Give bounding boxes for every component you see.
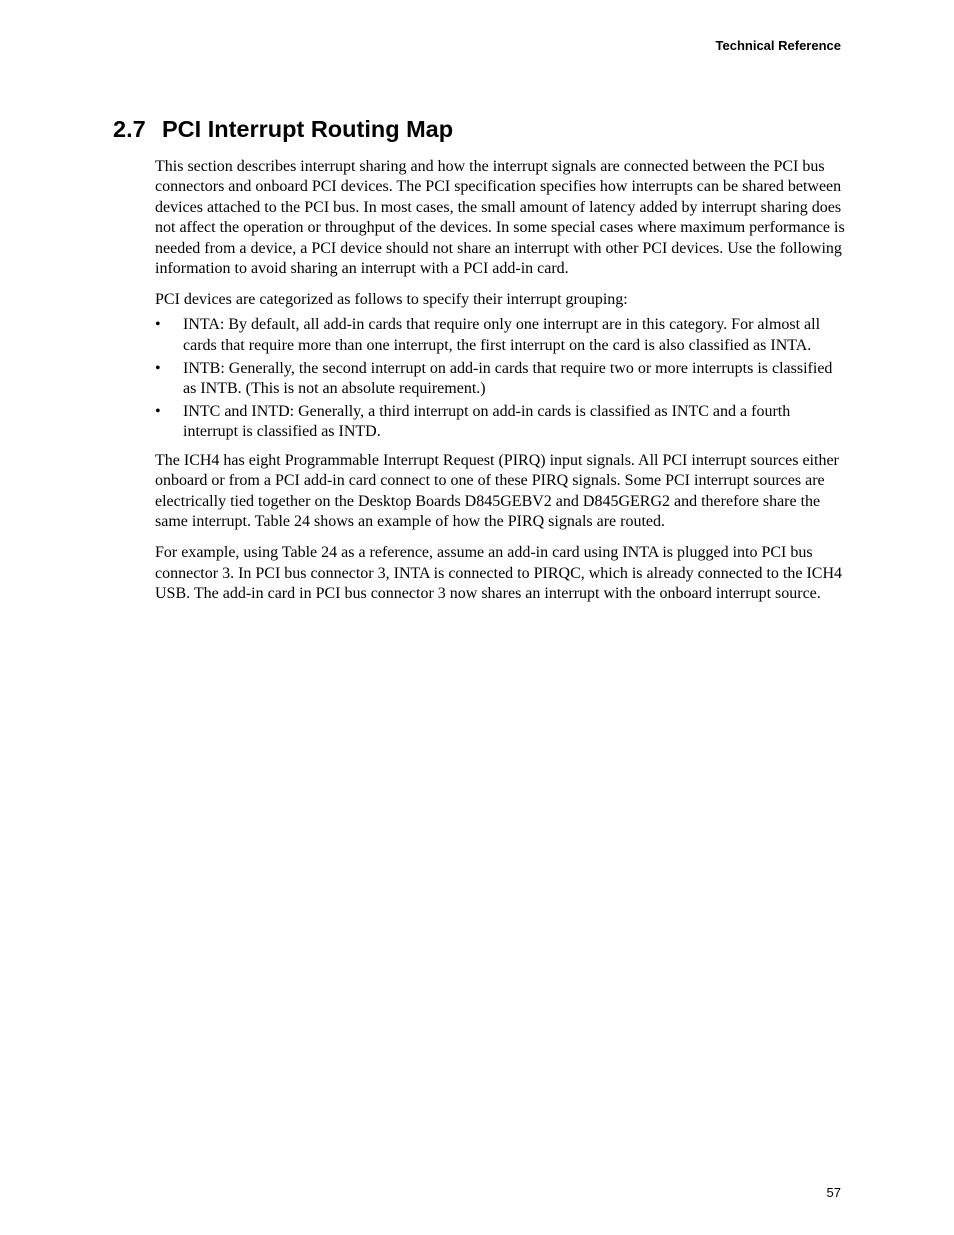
bullet-icon: • <box>155 359 161 377</box>
section-title: PCI Interrupt Routing Map <box>162 116 454 142</box>
running-header: Technical Reference <box>715 38 841 53</box>
section-heading <box>113 114 453 144</box>
categories-intro-paragraph: PCI devices are categorized as follows to specify their interrupt grouping: <box>155 291 628 309</box>
list-item-intc-intd <box>155 402 845 443</box>
list-item-text: INTC and INTD: Generally, a third interrupt on add-in cards is classified as INTC and a fourth interrupt is classified as INTD. <box>183 403 791 441</box>
list-item-text: INTB: Generally, the second interrupt on add-in cards that require two or more interrupts is classified as INTB. (This is not an absolute requirement.) <box>183 359 833 398</box>
interrupt-category-list <box>155 315 845 442</box>
bullet-icon: • <box>155 316 161 334</box>
pirq-paragraph: The ICH4 has eight Programmable Interrupt Request (PIRQ) input signals. All PCI interrupt sources either onboard or from a PCI add-in card connect to one of these PIRQ signals. Some PCI interrupt sources are electrically tied together on the Desktop Boards D845GEBV2 and D845GERG2 and therefore share the same interrupt. Table 24 shows an example of how the PIRQ signals are routed. <box>155 451 839 531</box>
example-paragraph: For example, using Table 24 as a reference, assume an add-in card using INTA is plugged into PCI bus connector 3. In PCI bus connector 3, INTA is connected to PIRQC, which is already connected to the ICH4 USB. The add-in card in PCI bus connector 3 now shares an interrupt with the onboard interrupt source. <box>155 544 842 602</box>
list-item-inta <box>155 315 845 356</box>
section-number: 2.7 <box>113 116 146 142</box>
bullet-icon: • <box>155 403 161 421</box>
list-item-text: INTA: By default, all add-in cards that require only one interrupt are in this category. For almost all cards that require more than one interrupt, the first interrupt on the card is also classified as INTA. <box>183 316 821 354</box>
section-body <box>155 157 845 615</box>
intro-paragraph: This section describes interrupt sharing and how the interrupt signals are connected between the PCI bus connectors and onboard PCI devices. The PCI specification specifies how interrupts can be shared between devices attached to the PCI bus. In most cases, the small amount of latency added by interrupt sharing does not affect the operation or throughput of the devices. In some special cases where maximum performance is needed from a device, a PCI device should not share an interrupt with other PCI devices. Use the following information to avoid sharing an interrupt with a PCI add-in card. <box>155 158 845 278</box>
page-number: 57 <box>826 1185 841 1200</box>
list-item-intb <box>155 359 845 400</box>
